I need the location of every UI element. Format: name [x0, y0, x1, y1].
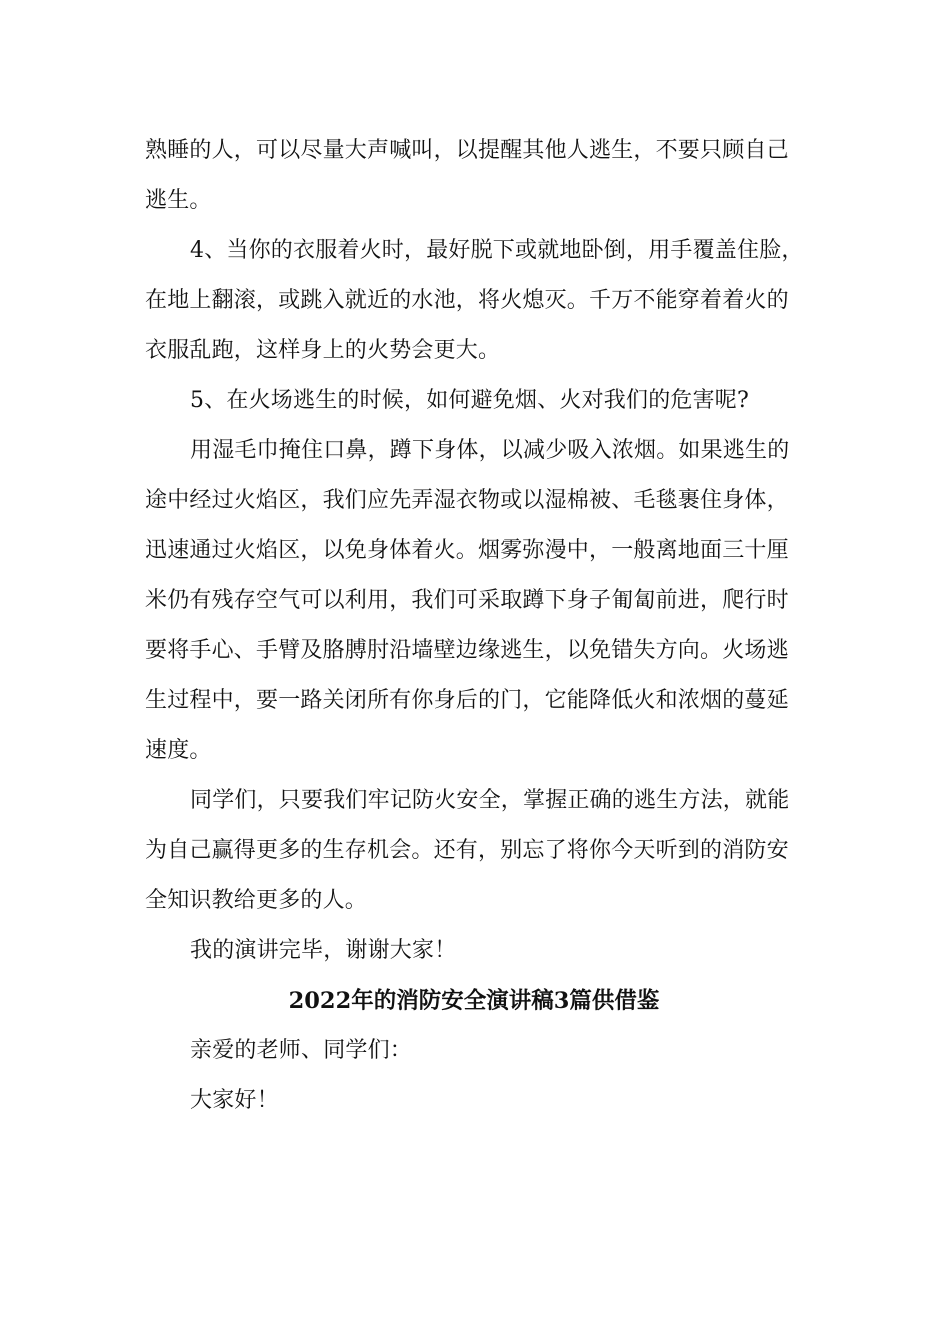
paragraph-line: 全知识教给更多的人。	[145, 888, 368, 913]
salutation-line: 亲爱的老师、同学们：	[190, 1038, 413, 1063]
paragraph-line: 为自己赢得更多的生存机会。还有，别忘了将你今天听到的消防安	[145, 838, 789, 863]
greeting-line: 大家好！	[190, 1088, 279, 1113]
paragraph-line: 熟睡的人，可以尽量大声喊叫，以提醒其他人逃生，不要只顾自己	[145, 138, 789, 163]
document-body	[145, 126, 805, 1126]
paragraph-line: 4、当你的衣服着火时，最好脱下或就地卧倒，用手覆盖住脸，	[190, 238, 804, 263]
paragraph-line: 我的演讲完毕，谢谢大家！	[190, 938, 457, 963]
paragraph-line: 迅速通过火焰区，以免身体着火。烟雾弥漫中，一般离地面三十厘	[145, 538, 789, 563]
paragraph-line: 米仍有残存空气可以利用，我们可采取蹲下身子匍匐前进，爬行时	[145, 588, 789, 613]
paragraph-line: 要将手心、手臂及胳膊肘沿墙壁边缘逃生，以免错失方向。火场逃	[145, 638, 789, 663]
paragraph-line: 在地上翻滚，或跳入就近的水池，将火熄灭。千万不能穿着着火的	[145, 288, 789, 313]
paragraph-line: 途中经过火焰区，我们应先弄湿衣物或以湿棉被、毛毯裹住身体，	[145, 488, 789, 513]
paragraph-line: 用湿毛巾掩住口鼻，蹲下身体，以减少吸入浓烟。如果逃生的	[190, 438, 790, 463]
paragraph-line: 5、在火场逃生的时候，如何避免烟、火对我们的危害呢?	[190, 388, 749, 413]
paragraph-line: 逃生。	[145, 188, 212, 213]
section-title: 2022年的消防安全演讲稿3篇供借鉴	[288, 988, 660, 1014]
paragraph-line: 同学们，只要我们牢记防火安全，掌握正确的逃生方法，就能	[190, 788, 790, 813]
paragraph-line: 生过程中，要一路关闭所有你身后的门，它能降低火和浓烟的蔓延	[145, 688, 789, 713]
paragraph-line: 速度。	[145, 738, 212, 763]
paragraph-line: 衣服乱跑，这样身上的火势会更大。	[145, 338, 501, 363]
